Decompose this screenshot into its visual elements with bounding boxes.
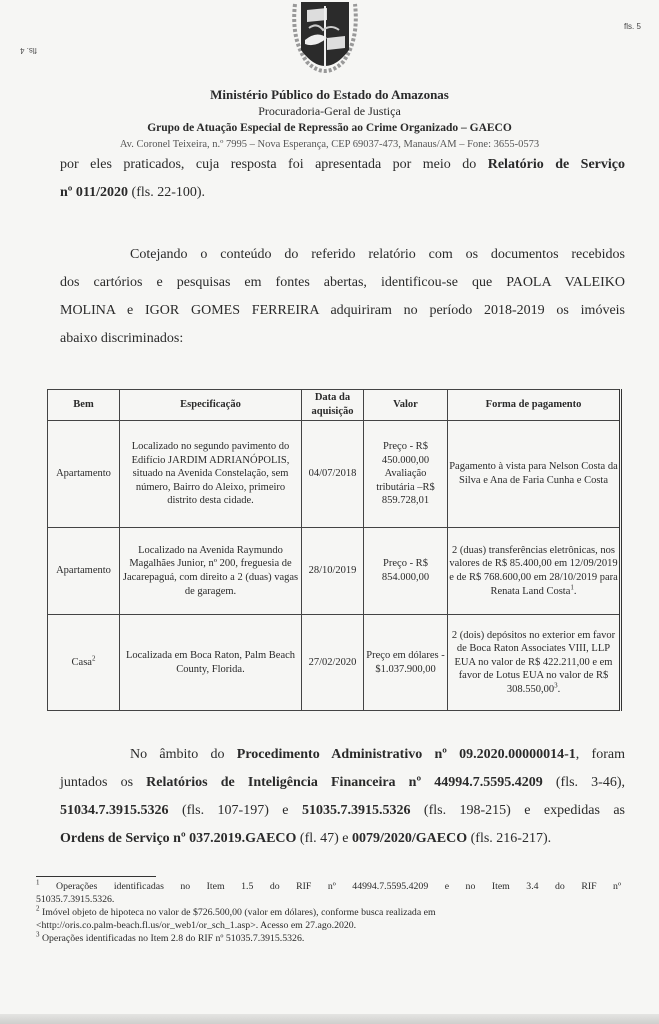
footnote-3: $^3$ Operações identificadas no Item 2.8 do RIF nº 51035.7.3915.5326. xyxy=(36,930,305,944)
column-header-valor: Valor xyxy=(364,390,448,421)
previous-page-number-stamp: fls. 4 xyxy=(20,46,37,55)
footnote-ref[interactable]: 3 xyxy=(554,681,558,690)
cell-bem: Casa$^2$ xyxy=(48,615,120,711)
cell-pagamento: 2 (dois) depósitos no exterior em favor de Boca Raton Associates VIII, LLP EUA no valor de R$ 422.211,00 e em favor de Lotus EUA no valor de R$ 308.550,00$^3$. xyxy=(448,615,621,711)
report-reference: Relatório de Serviço xyxy=(487,157,625,172)
office-name: Procuradoria-Geral de Justiça xyxy=(258,104,401,118)
paragraph-1-line-2: nº 011/2020 (fls. 22-100). xyxy=(60,185,206,200)
paragraph-3-line: No âmbito do Procedimento Administrativo nº 09.2020.00000014-1, foram xyxy=(130,747,625,762)
paragraph-2-line: Cotejando o conteúdo do referido relatório com os documentos recebidos xyxy=(130,247,625,262)
paragraph-2 xyxy=(60,241,625,353)
table-header-row xyxy=(48,390,621,421)
column-header-data: Data da aquisição xyxy=(302,390,364,421)
table-row xyxy=(48,528,621,615)
coat-of-arms-seal-icon xyxy=(287,0,363,82)
group-name: Grupo de Atuação Especial de Repressão ao Crime Organizado – GAECO xyxy=(147,122,512,134)
footnote-separator xyxy=(36,876,156,877)
cell-valor: Preço - R$ 450.000,00 Avaliação tributária –R$ 859.728,01 xyxy=(364,421,448,528)
paragraph-3-line: Ordens de Serviço nº 037.2019.GAECO (fl. 47) e 0079/2020/GAECO (fls. 216-217). xyxy=(60,831,552,846)
properties-table xyxy=(47,389,622,711)
paragraph-2-line: dos cartórios e pesquisas em fontes abertas, identificou-se que PAOLA VALEIKO xyxy=(60,275,625,290)
footnote-ref[interactable]: 1 xyxy=(570,583,574,592)
paragraph-2-line: abaixo discriminados: xyxy=(60,331,184,346)
table-row xyxy=(48,421,621,528)
cell-pagamento: Pagamento à vista para Nelson Costa da Silva e Ana de Faria Cunha e Costa xyxy=(448,421,621,528)
address-line: Av. Coronel Teixeira, n.º 7995 – Nova Esperança, CEP 69037-473, Manaus/AM – Fone: 3655-0573 xyxy=(119,139,540,150)
footnotes xyxy=(36,880,621,945)
footnote-1: $^1$ Operações identificadas no Item 1.5 do RIF nº 44994.7.5595.4209 e no Item 3.4 do RIF nº 51035.7.3915.5326. xyxy=(36,878,621,905)
report-number: nº 011/2020 xyxy=(60,185,129,200)
column-header-especificacao: Especificação xyxy=(120,390,302,421)
paragraph-3-line: 51034.7.3915.5326 (fls. 107-197) e 51035.7.3915.5326 (fls. 198-215) e expedidas as xyxy=(60,803,626,818)
cell-data: 27/02/2020 xyxy=(302,615,364,711)
cell-especificacao: Localizado na Avenida Raymundo Magalhães Junior, nº 200, freguesia de Jacarepaguá, com direito a 2 (duas) vagas de garagem. xyxy=(120,528,302,615)
paragraph-2-line: MOLINA e IGOR GOMES FERREIRA adquiriram no período 2018-2019 os imóveis xyxy=(60,303,625,318)
table-row xyxy=(48,615,621,711)
paragraph-3-line: juntados os Relatórios de Inteligência Financeira nº 44994.7.5595.4209 (fls. 3-46), xyxy=(60,775,625,790)
cell-bem: Apartamento xyxy=(48,421,120,528)
footnote-ref[interactable]: 2 xyxy=(91,654,96,663)
column-header-bem: Bem xyxy=(48,390,120,421)
cell-pagamento: 2 (duas) transferências eletrônicas, nos valores de R$ 85.400,00 em 12/09/2019 e de R$ 768.600,00 em 28/10/2019 para Renata Land Costa$^1$. xyxy=(448,528,621,615)
cell-especificacao: Localizada em Boca Raton, Palm Beach County, Florida. xyxy=(120,615,302,711)
cell-valor: Preço - R$ 854.000,00 xyxy=(364,528,448,615)
cell-bem: Apartamento xyxy=(48,528,120,615)
cell-data: 28/10/2019 xyxy=(302,528,364,615)
footnote-2: $^2$ Imóvel objeto de hipoteca no valor de $726.500,00 (valor em dólares), conforme busca realizada em <http://oris.co.palm-beach.fl.us/or_web1/or_sch_1.asp>. Acesso em 27.ago.2020. xyxy=(36,904,436,931)
paragraph-1-line-1: por eles praticados, cuja resposta foi apresentada por meio do Relatório de Serviço xyxy=(60,157,625,172)
footnote-url[interactable]: <http://oris.co.palm-beach.fl.us/or_web1/or_sch_1.asp>. Acesso em 27.ago.2020. xyxy=(36,920,357,931)
column-header-pagamento: Forma de pagamento xyxy=(448,390,621,421)
page-bottom-edge xyxy=(0,1014,659,1024)
cell-valor: Preço em dólares - $1.037.900,00 xyxy=(364,615,448,711)
page-number-stamp: fls. 5 xyxy=(624,22,641,31)
cell-especificacao: Localizado no segundo pavimento do Edifício JARDIM ADRIANÓPOLIS, situado na Avenida Constelação, sem número, Bairro do Aleixo, primeiro distrito desta cidade. xyxy=(120,421,302,528)
paragraph-3 xyxy=(60,741,625,853)
institution-name: Ministério Público do Estado do Amazonas xyxy=(210,87,449,102)
paragraph-1 xyxy=(60,151,625,207)
cell-data: 04/07/2018 xyxy=(302,421,364,528)
